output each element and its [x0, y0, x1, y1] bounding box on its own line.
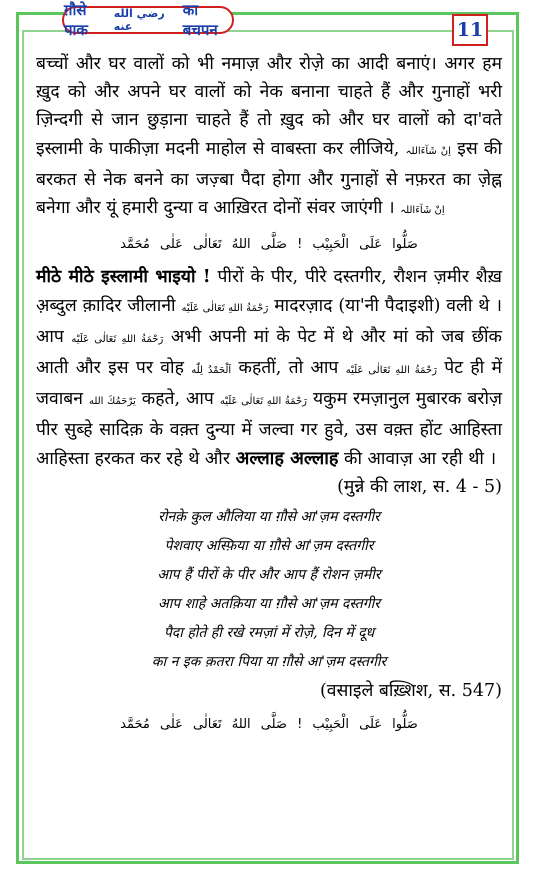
header-title-right: का बचपन: [182, 1, 218, 39]
para2-bold-intro: मीठे मीठे इस्लामी भाइयो !: [36, 267, 211, 288]
paragraph-1: [36, 50, 502, 225]
poem-line: आप शाहे अतक़िया या ग़ौसे आ'ज़म दस्तगीर: [157, 596, 381, 613]
para2-text-a: पीरों के पीर, पीरे दस्तगीर, रौशन ज़मीर शैख़ अ़ब्दुल क़ादिर जीलानी: [36, 267, 502, 316]
allah-allah-text: अल्लाह अल्लाह: [235, 447, 339, 469]
poem: [36, 503, 502, 677]
para2-text-f: कहते, आप: [141, 389, 214, 410]
poem-line: रोनक़े कुल औलिया या ग़ौसे आ'ज़म दस्तगीर: [158, 509, 380, 526]
para2-text-c: अभी अपनी मां के पेट में थे और मां को जब छींक आती और इस पर वोह: [36, 326, 502, 379]
para2-text-b: मादरज़ाद (या'नी पैदाइशी) वली थे । आप: [36, 295, 502, 347]
honorific-arabic: رَحْمَةُ اللهِ تَعَالٰى عَلَيْه: [181, 302, 269, 314]
poem-reference: (वसाइले बख़्शिश, स. 547): [319, 681, 502, 702]
para1-text-b: इस की बरकत से नेक बनने का जज़्बा पैदा होगा और गुनाहों से नफ़रत का ज़ेह्न बनेगा और यूं हमारी दुन्या व आख़िरत दोनों संवर जाएंगी ।: [36, 138, 502, 219]
poem-line: आप हैं पीरों के पीर और आप हैं रोशन ज़मीर: [157, 567, 381, 584]
poem-line: का न इक क़तरा पिया या ग़ौसे आ'ज़म दस्तगीर: [151, 654, 387, 671]
para2-reference: (मुन्ने की लाश, स. 4 - 5): [337, 476, 502, 497]
honorific-arabic: رَحْمَةُ اللهِ تَعَالٰى عَلَيْه: [219, 396, 307, 408]
page-number: 11: [452, 14, 488, 46]
poem-line: पैदा होते ही रखे रमज़ां में रोज़े, दिन में दूध: [163, 625, 375, 642]
para1-text-a: बच्चों और घर वालों को भी नमाज़ और रोज़े का आदी बनाएं। अगर हम ख़ुद को और अपने घर वालों को नेक बनाना चाहते हैं और गुनाहों भरी ज़िन्दगी से जान छुड़ाना चाहते हैं तो ख़ुद को और घर वालों को दा'वते इस्लामी के पाकीज़ा मदनी माहोल से वाबस्ता कर लीजिये,: [36, 54, 502, 159]
page-content: [36, 50, 502, 743]
honorific-arabic: رَحْمَةُ اللهِ تَعَالٰى عَلَيْه: [71, 333, 164, 345]
inshallah-arabic: اِنْ شَآءَاللہ: [405, 145, 451, 157]
para2-text-d: कहतीं, तो आप: [238, 358, 339, 379]
yarhamukallah-arabic: يَرْحَمُكَ الله: [88, 396, 136, 408]
para2-text-g: यकुम रमज़ानुल मुबारक बरोज़ पीर सुब्हे सादिक़ के वक़्त दुन्या में जल्वा गर हुवे, उस वक़्त होंट आहिस्ता आहिस्ता हरकत कर रहे थे और: [36, 389, 502, 469]
alhamdulillah-arabic: اَلْحَمْدُ لِلّٰه: [191, 365, 232, 377]
para2-text-h: की आवाज़ आ रही थी ।: [344, 448, 497, 469]
para2-text-e: पेट ही में जवाबन: [36, 358, 502, 410]
honorific-glyph: رضي الله عنه: [113, 7, 165, 33]
header-title-left: ग़ौसे पाक: [64, 1, 88, 39]
salat-line: صَلُّوا عَلَى الْحَبِيْب ! صَلَّى اللهُ تَعَالٰى عَلٰى مُحَمَّد: [120, 717, 418, 733]
salat-line: صَلُّوا عَلَى الْحَبِيْب ! صَلَّى اللهُ تَعَالٰى عَلٰى مُحَمَّد: [120, 237, 418, 253]
honorific-arabic: رَحْمَةُ اللهِ تَعَالٰى عَلَيْه: [345, 365, 437, 377]
poem-line: पेशवाए अस्फ़िया या ग़ौसे आ'ज़म दस्तगीर: [164, 538, 374, 555]
inshallah-arabic: اِنْ شَآءَاللہ: [400, 205, 445, 217]
paragraph-2: [36, 263, 502, 472]
header-title-badge: [62, 1, 234, 39]
